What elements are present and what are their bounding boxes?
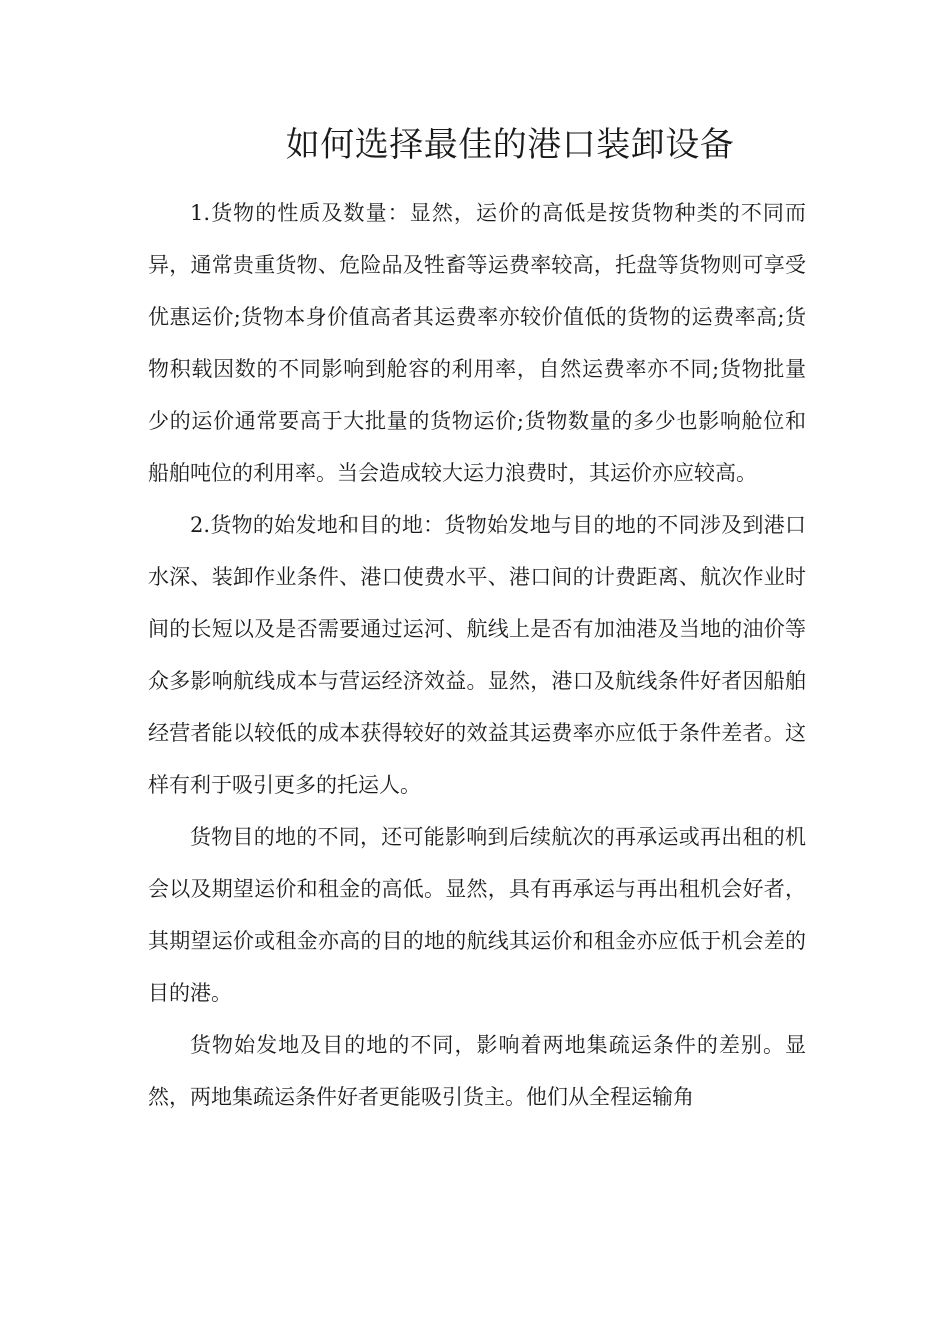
paragraph-destination-impact: 货物目的地的不同，还可能影响到后续航次的再承运或再出租的机会以及期望运价和租金的高低。显然，具有再承运与再出租机会好者，其期望运价或租金亦高的目的地的航线其运价和租金亦应低于机会差的目的港。 — [148, 825, 806, 1005]
document-body — [148, 187, 806, 1123]
paragraph-collection-distribution: 货物始发地及目的地的不同，影响着两地集疏运条件的差别。显然，两地集疏运条件好者更能吸引货主。他们从全程运输角 — [148, 1033, 806, 1109]
paragraph-cargo-nature: 1.货物的性质及数量：显然，运价的高低是按货物种类的不同而异，通常贵重货物、危险品及牲畜等运费率较高，托盘等货物则可享受优惠运价;货物本身价值高者其运费率亦较价值低的货物的运费率高;货物积载因数的不同影响到舱容的利用率，自然运费率亦不同;货物批量少的运价通常要高于大批量的货物运价;货物数量的多少也影响舱位和船舶吨位的利用率。当会造成较大运力浪费时，其运价亦应较高。 — [148, 201, 806, 485]
paragraph-origin-destination: 2.货物的始发地和目的地：货物始发地与目的地的不同涉及到港口水深、装卸作业条件、港口使费水平、港口间的计费距离、航次作业时间的长短以及是否需要通过运河、航线上是否有加油港及当地的油价等众多影响航线成本与营运经济效益。显然，港口及航线条件好者因船舶经营者能以较低的成本获得较好的效益其运费率亦应低于条件差者。这样有利于吸引更多的托运人。 — [148, 513, 806, 797]
document-title: 如何选择最佳的港口装卸设备 — [285, 125, 735, 165]
